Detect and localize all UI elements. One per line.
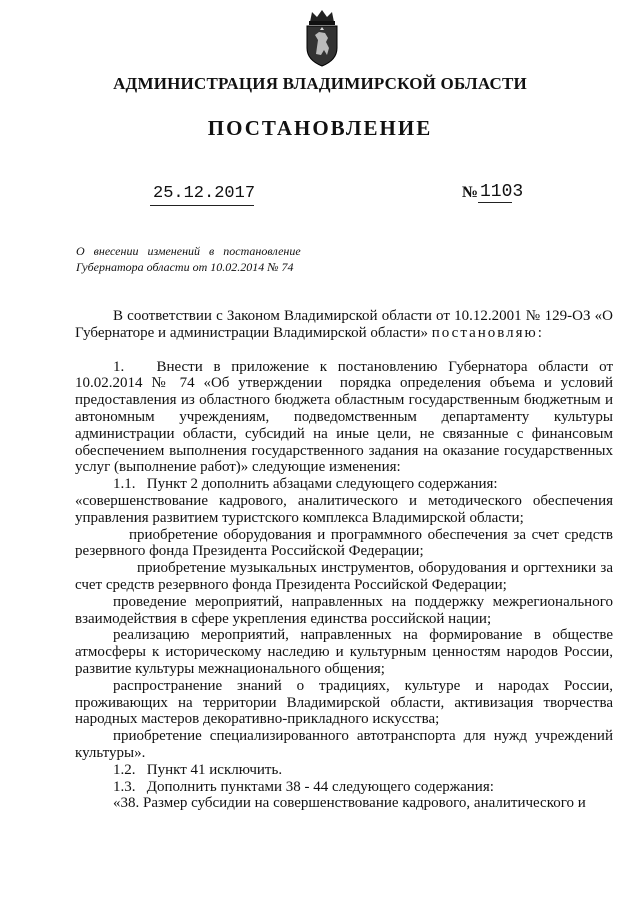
coat-of-arms-icon bbox=[298, 8, 346, 68]
number-underline bbox=[478, 202, 512, 203]
paragraph-1-2: 1.2. Пункт 41 исключить. bbox=[113, 761, 283, 778]
paragraph-b: приобретение оборудования и программного обеспечения за счет средств резервного фонда Президента Российской Федерации; bbox=[75, 526, 613, 560]
paragraph-1-3: 1.3. Дополнить пунктами 38 - 44 следующего содержания: bbox=[113, 778, 494, 795]
paragraph-e: реализацию мероприятий, направленных на формирование в обществе атмосферы к историческому наследию и культурным ценностям народов России, развитие культуры межнационального общения; bbox=[75, 627, 613, 677]
agency-name: АДМИНИСТРАЦИЯ ВЛАДИМИРСКОЙ ОБЛАСТИ bbox=[113, 74, 527, 93]
document-type: ПОСТАНОВЛЕНИЕ bbox=[207, 116, 433, 140]
document-subject bbox=[76, 243, 341, 275]
document-number: 1103 bbox=[480, 182, 524, 202]
paragraph-c: приобретение музыкальных инструментов, оборудования и оргтехники за счет средств резервного фонда Президента Российской Федерации; bbox=[75, 560, 613, 593]
paragraph-f: распространение знаний о традициях, культуре и народах России, проживающих на территории Владимирской области, активизация творчества народных мастеров декоративно-прикладного искусства; bbox=[75, 677, 613, 728]
paragraph-1: 1. Внести в приложение к постановлению Губернатора области от 10.02.2014 № 74 «Об утверждении порядка определения объема и условий предоставления из областного бюджета областным государственным бюджетным и автономным учреждениям, подведомственным департаменту культуры администрации области, субсидий на иные цели, не связанные с финансовым обеспечением выполнения государственного задания на оказание государственных услуг (выполнение работ)» следующие изменения: bbox=[75, 358, 617, 476]
subject-line-2: Губернатора области от 10.02.2014 № 74 bbox=[76, 260, 294, 274]
document-date: 25.12.2017 bbox=[153, 184, 256, 203]
number-label: № bbox=[462, 184, 479, 201]
paragraph-a: «совершенствование кадрового, аналитического и методического обеспечения управления развитием туристского комплекса Владимирской области; bbox=[75, 492, 613, 526]
preamble-text: В соответствии с Законом Владимирской области от 10.12.2001 № 129-ОЗ «О Губернаторе и администрации Владимирской области» bbox=[75, 308, 613, 341]
date-underline bbox=[150, 205, 254, 206]
decree-word: постановляю: bbox=[431, 324, 544, 341]
paragraph-d: проведение мероприятий, направленных на поддержку межрегионального взаимодействия в сфере укрепления единства российской нации; bbox=[75, 593, 613, 627]
preamble bbox=[75, 308, 613, 342]
subject-line-1: О внесении изменений в постановление bbox=[76, 244, 301, 258]
paragraph-g: приобретение специализированного автотранспорта для нужд учреждений культуры». bbox=[75, 728, 613, 761]
document-body bbox=[75, 308, 617, 812]
paragraph-38: «38. Размер субсидии на совершенствование кадрового, аналитического и bbox=[113, 795, 586, 812]
paragraph-1-1: 1.1. Пункт 2 дополнить абзацами следующего содержания: bbox=[113, 476, 498, 493]
